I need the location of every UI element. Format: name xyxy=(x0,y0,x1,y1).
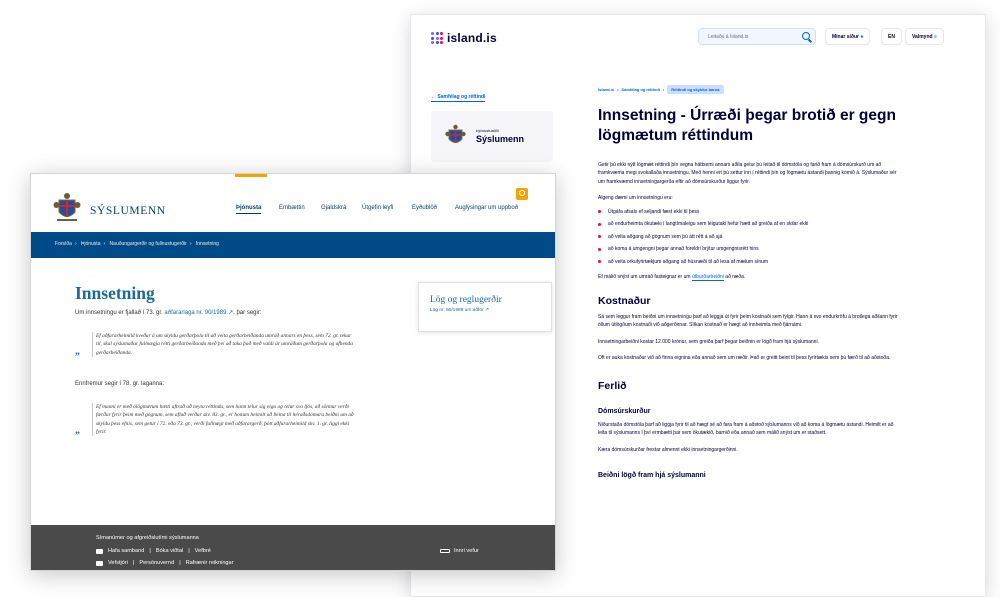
quote-icon: „ xyxy=(75,424,80,436)
examples-list xyxy=(598,209,908,265)
org-card-name: Sýslumenn xyxy=(476,134,525,144)
nav-item-utgefin-leyfi[interactable]: Útgefin leyfi xyxy=(362,205,394,211)
page-title: Innsetning - Úrræði þegar brotið er gegn lögmætum réttindum xyxy=(598,107,896,144)
footer-link[interactable]: Hafa samband xyxy=(108,548,145,554)
user-icon: ● xyxy=(860,34,864,40)
blockquote xyxy=(75,403,355,436)
nav-item-eydublod[interactable]: Eyðublöð xyxy=(412,205,438,211)
quote-text: Ef aðfararheimild kveður á um skyldu gerðarþola til að veita gerðarbeiðanda umráð annars en þess, sem 72. gr. tekur til, skal sýslumaður fullnægja rétti gerðarbeiðanda með því að taka það með valdi úr umráðum gerðarþola og afhenda gerðarbeiðanda. xyxy=(96,333,353,356)
footer-link[interactable]: Vefstjóri xyxy=(108,560,128,566)
list-item: Útgáfa afsals ef seljandi fæst ekki til þess xyxy=(598,209,908,215)
island-main-content xyxy=(598,85,908,479)
breadcrumb xyxy=(31,232,555,258)
intro-paragraph: Getir þú ekki nýtt lögmæt réttindi þín vegna háttsemi annars aðila getur þú leitað til dómstóla og farið fram á dómsúrskurð um að framkvæma megi svokallaða innsetningu. Með henni ert þú settur inn í réttindi þín og lögmætu ástandi þannig komið á. Sýslumaður sér um framkvæmd innsetningargerða eftir að dómsúrskurður liggur fyrir. xyxy=(598,162,897,185)
menu-label: Valmynd xyxy=(912,34,933,40)
coat-of-arms-icon xyxy=(445,124,466,148)
search-icon[interactable] xyxy=(802,32,810,40)
footer-link[interactable]: Persónuvernd xyxy=(139,560,175,566)
mail-icon xyxy=(96,549,103,554)
list-item: að koma á umgengni þegar annað foreldri brýtur umgengnisrétt hins xyxy=(598,246,908,252)
back-link[interactable]: ← Samfélag og réttindi xyxy=(431,94,486,100)
cost-paragraph: Sá sem leggur fram beiðni um innsetningu þarf að leggja út fyrir þeim kostnaði sem fylgir. Hann á svo endurkröfu á brotlega aðilann fyrir öllum útlögðum kostnaði við aðgerðirnar. Slíkan kostnað er hægt að innheimta með fjárnámi. xyxy=(598,313,898,329)
syslumenn-logo-text[interactable]: SÝSLUMENN xyxy=(90,205,166,217)
breadcrumb-item[interactable]: Þjónusta xyxy=(81,241,101,247)
breadcrumb-separator: › xyxy=(189,241,192,247)
footer xyxy=(31,525,555,571)
breadcrumb-tag[interactable]: Réttindi og skyldur barna xyxy=(667,85,723,94)
blockquote xyxy=(75,332,355,357)
breadcrumb-item: Innsetning xyxy=(195,241,219,247)
breadcrumb-item[interactable]: Samfélag og réttindi xyxy=(621,87,660,92)
active-tab-indicator xyxy=(235,174,267,177)
island-search-input[interactable] xyxy=(698,28,816,45)
org-card-caption: Þjónustuaðili xyxy=(476,128,499,133)
quote-bar xyxy=(92,403,93,436)
nav-item-auglysingar[interactable]: Auglýsingar um uppboð xyxy=(455,205,519,211)
breadcrumb xyxy=(598,85,908,94)
sidebox-link[interactable]: Lög nr. 90/1989 um aðför ↗ xyxy=(430,308,489,313)
footer-link[interactable]: Rafrænir reikningar xyxy=(185,560,234,566)
intro-suffix: , þar segir: xyxy=(233,310,262,316)
court-paragraph: Niðurstaða dómstóla þarf að liggja fyrir til að hægt sé að fara fram á aðstoð sýslumanns við að koma á lögmætu ástandi. Heimilt er að leita til sýslumanns í því ermbætti þar sem ökutækið, barnið eða annað sem málið snýst um er staðsett. xyxy=(598,422,894,437)
quote-bar xyxy=(92,332,93,357)
law-link[interactable]: aðfararlaga nr. 90/1989 ↗ xyxy=(164,310,234,316)
island-logo-text: island.is xyxy=(447,31,497,45)
breadcrumb-separator: • xyxy=(662,87,665,92)
list-item: að veita orkufyrirtækjum aðgang að húsnæði til að lesa af mælum sínum xyxy=(598,259,908,265)
my-pages-button[interactable] xyxy=(825,28,870,45)
process-heading: Ferlið xyxy=(598,380,627,393)
org-card[interactable] xyxy=(431,111,553,162)
menu-icon: ≡ xyxy=(933,34,937,40)
cost-paragraph: Innsetningarbeiðni kostar 12.000 krónur, sem greiða þarf þegar beiðnin er lögð fram hjá sýslumanni. xyxy=(598,338,819,345)
after-list-paragraph xyxy=(598,273,898,281)
footer-separator: | xyxy=(188,548,190,554)
list-item: að veita aðgang að gögnum sem þú átt rétt á að sjá xyxy=(598,234,908,240)
island-sidebar xyxy=(431,85,553,162)
syslumenn-window xyxy=(30,173,556,571)
court-paragraph: Kæra dómsúrskurðar frestar almennt ekki innsetningargerðinni. xyxy=(598,446,738,453)
mail-icon xyxy=(96,561,103,566)
footer-links-row xyxy=(96,548,211,554)
quote-text: Ef manni er með ólögmætum hætti aftrað að neyta réttinda, sem hann telur sig eiga og telur svo ljós, að sönnur verði færðar fyrir þeim með gögnum, sem aflað verður skv. 83. gr., er honum heimilt að beina til héraðsdómara beiðni um að skyldu þess efnis, sem getur í 72. eða 73. gr., verði fullnægt með aðfarargerð, þótt aðfararheimild skv. 1. gr. liggi ekki fyrir. xyxy=(96,404,354,435)
island-logo-icon xyxy=(431,32,443,44)
nav-item-embaettin[interactable]: Embættin xyxy=(279,205,305,211)
after-list-prefix: Ef málið snýst um umráð fasteignar er um xyxy=(598,273,691,280)
footer-link[interactable]: Vefbré xyxy=(194,548,211,554)
quote-icon: „ xyxy=(75,345,80,357)
footer-links-row xyxy=(96,560,234,566)
menu-button[interactable] xyxy=(905,28,944,45)
cost-paragraph: Oft er auka kostnaður við að finna eignina eða annað sem um ræðir. Það er greitt beint til þess fyrirtækis sem þú færð til að aðstoða. xyxy=(598,354,891,361)
breadcrumb-item[interactable]: Nauðungargerðir og fullnustugerðir xyxy=(109,241,187,247)
footer-separator: | xyxy=(149,548,151,554)
page-title: Innsetning xyxy=(75,283,155,303)
language-button[interactable]: EN xyxy=(881,28,902,45)
nav-item-thjonusta[interactable]: Þjónusta xyxy=(236,205,261,214)
syslumenn-header xyxy=(31,174,555,232)
intro-prefix: Um innsetningu er fjallað í 73. gr. xyxy=(75,310,163,316)
intranet-label: Innri vefur xyxy=(454,548,479,554)
eviction-link[interactable]: útburðarbeiðni xyxy=(691,273,724,280)
intro-paragraph xyxy=(75,309,262,316)
key-icon xyxy=(440,549,450,553)
breadcrumb-separator: › xyxy=(74,241,77,247)
footer-separator: | xyxy=(132,560,135,566)
mid-paragraph: Ennfremur segir í 78. gr. laganna: xyxy=(75,381,165,387)
cost-heading: Kostnaður xyxy=(598,294,651,307)
after-list-suffix: að ræða. xyxy=(725,273,746,280)
breadcrumb-separator: › xyxy=(103,241,106,247)
footer-title[interactable]: Símanúmer og afgreiðslutími sýslumanna xyxy=(96,535,199,541)
sidebox-title: Lög og reglugerðir xyxy=(430,295,502,305)
breadcrumb-item[interactable]: Forsíða xyxy=(55,241,72,247)
footer-link[interactable]: Bóka viðtal xyxy=(155,548,184,554)
breadcrumb-item[interactable]: Ísland.is xyxy=(598,87,615,92)
island-logo[interactable] xyxy=(431,31,497,45)
intranet-login[interactable] xyxy=(440,548,479,554)
list-intro: Algeng dæmi um innsetningu eru: xyxy=(598,194,673,201)
laws-sidebox xyxy=(418,282,552,332)
nav-item-gjaldskra[interactable]: Gjaldskrá xyxy=(321,205,347,211)
coat-of-arms-icon[interactable] xyxy=(53,192,81,224)
island-header xyxy=(411,15,985,61)
request-heading: Beiðni lögð fram hjá sýslumanni xyxy=(598,472,706,480)
list-item: að endurheimta ökutæki í langtímaleigu sem leigutaki hefur hætt að greiða af en skilar ekki xyxy=(598,221,908,227)
footer-separator: | xyxy=(179,560,181,566)
my-pages-label: Mínar síður xyxy=(832,34,859,40)
court-heading: Dómsúrskurður xyxy=(598,408,651,416)
search-icon[interactable] xyxy=(516,188,528,200)
breadcrumb-separator: • xyxy=(617,87,619,92)
island-search-placeholder: Leitaðu á Ísland.is xyxy=(708,34,749,40)
